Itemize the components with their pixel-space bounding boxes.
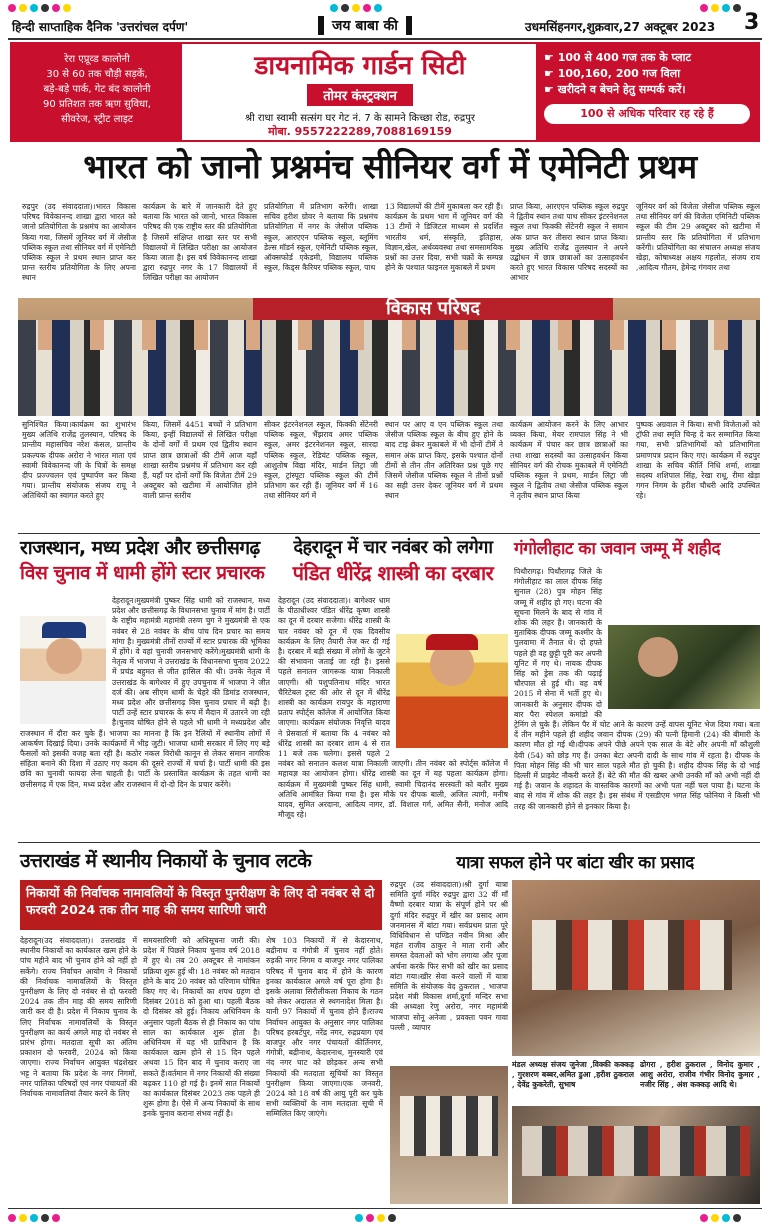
group-photo <box>18 298 760 416</box>
issue-date: उधमसिंहनगर,शुक्रवार,27 अक्टूबर 2023 <box>525 20 716 34</box>
ad-address: श्री राधा स्वामी सत्संग घर गेट नं. 7 के सामने किच्छा रोड, रुद्रपुर <box>245 113 475 124</box>
top-story-col: 13 विद्यालयों की टीमें मुकाबला कर रही हैं। कार्यक्रम के प्रथम भाग में जूनियर वर्ग की 13 टीमों ने डिजिटल माध्यम से प्रदर्शित भारतीय धर्म, संस्कृति, इतिहास, विज्ञान,खेल, अर्थव्यवस्था तथा समसामयिक प्रश्नों का उत्तर दिया, सभी चक्रों के सम्पन्न होने के पश्चात फाइनल मुकाबले में प्रथम <box>385 202 503 273</box>
dhami-text: देहरादून।मुख्यमंत्री पुष्कर सिंह धामी को राजस्थान, मध्य प्रदेश और छत्तीसगढ़ के विधानसभा चुनाव में मांग है। पार्टी के राष्ट्रीय महामंत्री महामंत्री तरुण चुग ने मुख्यमंत्री से एक नवंबर से 28 नवंबर के बीच पांच दिन प्रचार का समय मांगा है। मुख्यमंत्री तीनों राज्यों में स्टार प्रचारक की भूमिका में होंगे। वे वहां चुनावी जनसभाएं करेंगे।मुख्यमंत्री धामी के नेतृत्व में भाजपा ने उत्तराखंड के विधानसभा चुनाव 2022 में प्रचंड बहुमत से जीत हासिल की थी। उनके नेतृत्व में उत्तराखंड के बागेश्वर में हुए उपचुनाव में भाजपा ने जीत दर्ज की। अब सीएम धामी के चेहरे की डिमांड राजस्थान, मध्य प्रदेश और छत्तीसगढ़ विस चुनाव प्रचार में बढ़ी है। पार्टी उन्हें स्टार प्रचारक के रूप में मैदान में उतारने जा रही है।चुनाव घोषित होने से पहले भी धामी ने मध्यप्रदेश और राजस्थान में दौरा कर चुके हैं। भाजपा का मानना है कि इन रैलियों में स्थानीय लोगों में आकर्षण दिखाई दिया। उनके कार्यक्रमों में भीड़ जुटी। भाजपा धामी सरकार में लिए गए बड़े फैसलों को इसकी वजह बता रही है। कठोर नकल विरोधी कानून से लेकर समान नागरिक संहिता बनाने की दिशा में उठाए गए कदम की दूसरे राज्यों में चर्चा है। पार्टी धामी की इस छवि का चुनावी फायदा लेना चाहती है। पार्टी के प्रस्तावित कार्यक्रम के तहत धामी का छत्तीसगढ़ में एक दिन, मध्य प्रदेश और राजस्थान में दो-दो दिन के प्रचार करेंगे। <box>20 596 270 789</box>
dhirendra-body <box>278 596 508 840</box>
nikay-col: शेष 103 निकायों में से केदारनाथ, बद्रीनाथ व गंगोत्री में चुनाव नहीं होते। रुड़की नगर निगम व बाजपुर नगर पालिका परिषद में चुनाव बाद में होने के कारण इनका कार्यकाल अगले वर्ष पूरा होगा है। इसके अलावा सिरौलीकला निकाय के गठन को लेकर अदालत से स्थगनादेश मिला है। यानी 97 निकायों में चुनाव होने हैं।राज्य निर्वाचन आयुक्त के अनुसार नगर पालिका परिषद हरबर्टपुर, नरेंद्र नगर, रुद्रप्रयाग एवं बाजपुर और नगर पंचायतों कीर्तिनगर, गंगोत्री, बद्रीनाथ, केदारनाथ, मुनस्यारी एवं नंद नगर घाट को छोड़कर अन्य सभी निकायों की मतदाता सूचियों का विस्तृत पुनरीक्षण किया जाएगा।एक जनवरी, 2024 को 18 वर्ष की आयु पूरी कर चुके सभी व्यक्तियों के नाम मतदाता सूची में सम्मिलित किए जाएंगे। <box>266 936 383 1119</box>
top-story-headline: भारत को जानो प्रश्नमंच सीनियर वर्ग में एमेनिटी प्रथम <box>83 147 697 186</box>
ad-bullet: 100,160, 200 गज विला <box>557 67 681 80</box>
ad-line: बड़े-बड़े पार्क, गेट बंद कालोनी <box>43 84 151 95</box>
ad-subtitle: तोमर कंस्ट्रक्शन <box>307 84 413 106</box>
top-story-col: प्रतियोगिता में प्रतिभाग करेंगी। शाखा सचिव हरीश ग्रोवर ने बताया कि प्रश्नमंच प्रतियोगिता में नगर के जेसीज पब्लिक स्कूल, आरएएन पब्लिक स्कूल, ब्लूमिंग डेल्स मॉडर्न स्कूल, एमेनिटी पब्लिक स्कूल, ऑक्सफोर्ड एकेडमी, विद्यालय पब्लिक स्कूल, किड्स कैरियर पब्लिक स्कूल, पाथ <box>264 202 378 273</box>
color-dots-top-right <box>700 4 741 12</box>
dhirendra-text: देहरादून (उद संवाददाता)। बागेश्वर धाम के पीठाधीश्वर पंडित धीरेंद्र कृष्ण शास्त्री का दून में दरबार सजेगा। धीरेंद्र शास्त्री के चार नवंबर को दून में एक दिवसीय कार्यक्रम के लिए तैयारी तेज कर दी गई है। दरबार में बड़ी संख्या में लोगों के जुटने की संभावना जताई जा रही है। इससे पहले सनातन जागरूक यात्रा निकाली जाएगी। श्री पशुपतिनाथ मंदिर भारत चैरिटेबल ट्रस्ट की ओर से दून में धीरेंद्र शास्त्री का कार्यक्रम रायपुर के महाराणा प्रताप स्पोर्ट्स कॉलेज में आयोजित किया जाएगा। कार्यक्रम संयोजक निवृत्ति यादव ने प्रेसवार्ता में बताया कि 4 नवंबर को धीरेंद्र शास्त्री का दरबार शाम 4 से रात 11 बजे तक चलेगा। इससे पहले 2 नवंबर को सनातन कलश यात्रा निकाली जाएगी। तीन नवंबर को स्पोर्ट्स कॉलेज में महायज्ञ का आयोजन होगा। धीरेंद्र शास्त्री का दून में यह पहला कार्यक्रम होगा। कार्यक्रम में मुख्यमंत्री पुष्कर सिंह धामी, स्वामी चिदानंद सरस्वती को बतौर मुख्य अतिथि आमंत्रित किया गया है। इस मौके पर दीपक बाली, अजित त्यागी, मनीष यादव, सुमित अरदाना, आदित्य नागर, डॉ. विशाल गर्ग, अमित सैनी, मनोज आदि मौजूद रहे। <box>278 596 508 820</box>
dhami-headline-1: राजस्थान, मध्य प्रदेश और छत्तीसगढ़ <box>20 537 260 559</box>
kheer-photo-3 <box>512 1106 760 1204</box>
soldier-body <box>514 567 760 840</box>
banner-text: विकास परिषद <box>253 298 613 320</box>
ad-line: 30 से 60 तक चौड़ी सड़कें, <box>46 69 148 80</box>
dhami-headline-2: विस चुनाव में धामी होंगे स्टार प्रचारक <box>20 562 265 584</box>
ad-left-panel <box>12 44 182 140</box>
soldier-photo <box>608 625 760 709</box>
soldier-headline: गंगोलीहाट का जवान जम्मू में शहीद <box>514 539 720 559</box>
paper-name: हिन्दी साप्ताहिक दैनिक 'उत्तरांचल दर्पण' <box>12 20 189 34</box>
top-story-col2: पुष्पक अग्रवाल ने किया। सभी विजेताओं को ट्रॉफी तथा स्मृति चिन्ह दे कर सम्मानित किया गया, सभी प्रतिभागियों को प्रतिभागिता प्रमाणपत्र प्रदान किए गए। कार्यक्रम में रुद्रपुर शाखा के सचिव कीर्ति निधि शर्मा, शाखा सदस्य शशिपाल सिंह, रेखा राधू, रीमा खेड़ा गगन निगम के हरीश चौधरी आदि उपस्थित रहे। <box>636 420 760 501</box>
hand-icon: ☛ <box>544 67 558 80</box>
header-center: जय बाबा की <box>318 16 412 35</box>
color-dots-top-left <box>8 4 71 12</box>
color-dots-top-center <box>330 4 382 12</box>
color-dots-bottom-left <box>8 1214 60 1222</box>
kheer-photo-1 <box>512 880 760 1056</box>
ad-right-panel <box>536 44 758 140</box>
kheer-photo-2 <box>390 1066 508 1204</box>
kheer-caption-1: मंडल अध्यक्ष संजय जुनेजा ,विक्की कक्कड़ , गुरशरण बब्बर,अमित डुआ ,हरीश ठुकराल , देवेंद्र कुकरेती, सुभाष <box>512 1060 634 1090</box>
top-story-col: कार्यक्रम के बारे में जानकारी देते हुए बताया कि भारत को जानो, भारत विकास परिषद की एक राष्ट्रीय स्तर की प्रतियोगिता है जिसमें संक्षिप्त शाखा स्तर पर सभी विद्यालयों में लिखित परीक्षा का आयोजन किया जाता है। इस वर्ष विवेकानन्द शाखा द्वारा रुद्रपुर नगर के 17 विद्यालयों में लिखित परीक्षा का आयोजन <box>143 202 257 283</box>
top-story-col: प्राप्त किया, आरएएन पब्लिक स्कूल रुद्रपुर ने द्वितीय स्थान तथा पाथ सीकर इंटरनेशनल स्कूल तथा फिक्की सेंटेनरी स्कूल ने समान अंक प्राप्त कर तीसरा स्थान प्राप्त किया। मुख्य अतिथि राजेंद्र तुलस्यान ने अपने उद्बोधन में छात्र छात्राओं का उत्साहवर्धन करते हुए भारत विकास परिषद सदस्यों का आभार <box>510 202 628 283</box>
hand-icon: ☛ <box>544 51 558 64</box>
top-story-col2: कार्यक्रम आयोजन करने के लिए आभार व्यक्त किया, मेयर रामपाल सिंह ने भी कार्यक्रम में पंचार कर छात्र छात्राओं का तथा शाखा सदस्यों का उत्साहवर्धन किया सीनियर वर्ग की रोचक मुकाबले में एमेनिटी पब्लिक स्कूल ने प्रथम, मार्डन लिट्रा जी स्कूल ने द्वितीय तथा जेसीज पब्लिक स्कूल ने तृतीय स्थान प्राप्त किया <box>510 420 628 501</box>
ad-badge: 100 से अधिक परिवार रह रहे हैं <box>544 104 750 124</box>
kheer-caption-2: ढोगरा , हरीश ठुकराल , विनोद कुमार , आशु अरोरा, राजीव गंभीर विनोद कुमार , नजीर सिंह , अंश कक्कड़ आदि थे। <box>640 1060 760 1090</box>
ad-line: सीवरेज, स्ट्रीट लाइट <box>61 114 133 125</box>
hand-icon: ☛ <box>544 83 558 96</box>
dhami-body <box>20 596 270 840</box>
ad-line: रेरा एप्रूव्ड कालोनी <box>64 54 130 65</box>
top-story-col2: सीकर इंटरनेशनल स्कूल, फिक्की सेंटेनरी पब्लिक स्कूल, भैंझराव अमर पब्लिक स्कूल, अमर इंटरनेशनल स्कूल, सारदा पब्लिक स्कूल, रेडियंट पब्लिक स्कूल, आशुतोष विद्या मंदिर, मार्डन लिट्रा जी स्कूल, ट्रांस्पूटा पब्लिक स्कूल की टीमें प्रतिभाग कर रही हैं। जूनियर वर्ग में 16 तथा सीनियर वर्ग में <box>264 420 378 501</box>
dhirendra-photo <box>396 634 508 748</box>
top-story-col2: सुनिश्चित किया।कार्यक्रम का शुभारंभ मुख्य अतिथि राजेंद्र तुलस्यान, परिषद के प्रान्तीय महासचिव नरेश कंसल, प्रान्तीय प्रकल्पक दीपक अरोरा ने भारत माता एवं स्वामी विवेकानन्द जी के चित्रों के समक्ष दीप प्रज्ज्वलन एवं पुष्पार्पण कर किया गया। प्रान्तीय संयोजक संजय राघू ने अतिथियों का स्वागत करते हुए <box>22 420 136 501</box>
nikay-col: समयसारिणी को अधिसूचना जारी की। प्रदेश में पिछले निकाय चुनाव वर्ष 2018 में हुए थे। तब 20 अक्टूबर से नामांकन प्रक्रिया शुरू हुई थी। 18 नवंबर को मतदान होने के बाद 20 नवंबर को परिणाम घोषित किए गए थे। निकायों का शपथ ग्रहण दो दिसंबर 2018 को हुआ था। पहली बैठक दो दिसंबर को हुई। निकाय अधिनियम के अनुसार पहली बैठक से ही निकाय का पांच साल का कार्यकाल शुरू होता है। अधिनियम में यह भी प्राविधान है कि कार्यकाल खत्म होने से 15 दिन पहले अथवा 15 दिन बाद में चुनाव कराए जा सकते हैं।वर्तमान में नगर निकायों की संख्या बढ़कर 110 हो गई है। इनमें सात निकायों का कार्यकाल दिसंबर 2023 तक पहले ही शुरू होगा है। ऐसे में अन्य निकायों के साथ इनके चुनाव कराना संभव नहीं है। <box>143 936 260 1119</box>
dhirendra-headline-1: देहरादून में चार नवंबर को लगेगा <box>293 537 493 558</box>
ad-bullet: खरीदने व बेचने हेतु सम्पर्क करें। <box>557 83 686 96</box>
ad-phone: मोबा. 9557222289,7088169159 <box>268 125 452 138</box>
color-dots-bottom-center <box>355 1214 396 1222</box>
kheer-text: रुद्रपुर (उद संवाददाता)।श्री दुर्गा यात्रा समिति दुर्गा मंदिर रुद्रपुर द्वारा 32 वीं माँ वैष्णो दरबार यात्रा के संपूर्ण होने पर श्री दुर्गा मंदिर रुद्रपुर में खीर का प्रसाद आम जनमानस में बांटा गया। सर्वप्रथम प्रातः पूरे विधिविधान से पण्डित नवीन मिश्रा और महंत राजीव ठाकुर ने माता रानी और समस्त देवताओं को भोग लगाया और पूजा अर्चना करके फिर सभी को खीर का प्रसाद बांटा गया।खीर सेवा करने वालों में यात्रा समिति के संयोजक वेद ठुकराल , भाजपा प्रदेश मंत्री विकास शर्मा,दुर्गा मन्दिर सभा की अध्यक्षा रेणु अरोरा, नगर महामंत्री भाजपा सोनू अनेजा , प्रवक्ता पवन गावा पल्ली , व्यापार <box>390 880 508 1032</box>
top-story-col: रुद्रपुर (उद संवाददाता)।भारत विकास परिषद विवेकानन्द शाखा द्वारा भारत को जानो प्रतियोगिता के प्रश्नमंच का आयोजन किया गया, जिसमें जूनियर वर्ग में जेसीज पब्लिक स्कूल तथा सीनियर वर्ग में एमेनिटी पब्लिक स्कूल ने प्रथम स्थान प्राप्त कर प्रान्त स्तरीय प्रतियोगिता के लिए अपना स्थान <box>22 202 136 283</box>
top-story-col2: किया, जिसमें 4451 बच्चों ने प्रतिभाग किया, इन्हीं विद्यालयों से लिखित परीक्षा के दोनों वर्गों में प्रथम एवं द्वितीय स्थान प्राप्त छात्र छात्राओं की टीमें आज यहाँ शाखा स्तरीय प्रश्नमंच में प्रतिभाग कर रही हैं, यहाँ पर दोनों वर्गों कि विजेता टीमें 29 अक्टूबर को खटीमा में आयोजित होने वाली प्रान्त स्तरीय <box>143 420 257 501</box>
dhirendra-headline-2: पंडित धीरेंद्र शास्त्री का दरबार <box>292 561 494 585</box>
nikay-headline: उत्तराखंड में स्थानीय निकायों के चुनाव लटके <box>20 850 312 872</box>
top-story-col: जूनियर वर्ग को विजेता जेसीज पब्लिक स्कूल तथा सीनियर वर्ग की विजेता एमिनिटी पब्लिक स्कूल की टीम 29 अक्टूबर को खटीमा में प्रान्तीय स्तर कि प्रतियोगिता में प्रतिभाग करेंगी। प्रतियोगिता का संचालन अध्यक्ष संजय खेड़ा, कोषाध्यक्ष अक्षय गहलोत, संजय राय ,आदित्य गौतम, हेमेन्द्र गंगवार तथा <box>636 202 760 273</box>
ad-line: 90 प्रतिशत तक ऋण सुविधा, <box>43 99 151 110</box>
soldier-text: पिथौरागढ़। पिथौरागढ़ जिले के गंगोलीहाट का लाल दीपक सिंह सुनाल (28) पुत्र मोहन सिंह जम्मू में शहीद हो गए। घटना की सूचना मिलने के बाद से गांव में शोक की लहर है। जानकारी के मुताबिक दीपक जम्मू कश्मीर के पुलवामा में तैनात थे। दो हफ्ते पहले ही वह छुट्टी पूरी कर अपनी यूनिट में गए थे। नायक दीपक सिंह को ड्रेस तक की पढ़ाई चौरपाल से हुई थी। वह वर्ष 2015 में सेना में भर्ती हुए थे। जानकारी के अनुसार दीपक दो बार पैरा स्पेशल कमांडो की ट्रेनिंग ले चुके हैं। लेकिन पैर में चोट आने के कारण उन्हें वापस यूनिट भेज दिया गया। बता दें तीन महीने पहले ही शहीद जवान दीपक (29) की पत्नी हिमानी (24) की बीमारी के कारण मौत हो गई थी।दीपक अपने पीछे अपने एक साल के बेटे और अपनी माँ कौशुली देवी (54) को छोड़ गए हैं। उनका बेटा अपनी दादी के साथ गांव में रहता है। दीपक के पिता मोहन सिंह की भी चार साल पहले मौत हो चुकी है। शहीद दीपक सिंह के दो भाई दिल्ली में प्राइवेट नौकरी करते हैं। बेटे की मौत की खबर अभी उनकी माँ को अभी नहीं दी गई है। जवान के शहादत के वास्तविक कारणों का अभी पता नहीं चल पाया है। घटना के बाद से गांव में शोक की लहर है। इस संबंध में एसडीएम भगत सिंह फोनिया ने किसी भी तरह की जानकारी होने से इनकार किया है। <box>514 567 760 811</box>
top-story-col2: स्थान पर आए व एन पब्लिक स्कूल तथा जेसीज पब्लिक स्कूल के बीच हुए होने के बाद टाइ ब्रेकर मुकाबले में भी दोनों टीमें ने समान अंक प्राप्त किए, इसके पश्चात दोनों टीमों से तीन तीन अतिरिक्त प्रश्न पूछे गए जिसमें जेसीज पब्लिक स्कूल ने तीनों प्रश्नों का सही उत्तर देकर जूनियर वर्ग में प्रथम स्थान <box>385 420 503 501</box>
ad-center <box>190 46 530 139</box>
nikay-deck: निकायों की निर्वाचक नामावलियों के विस्तृत पुनरीक्षण के लिए दो नवंबर से दो फरवरी 2024 तक तीन माह की समय सारिणी जारी <box>20 880 382 930</box>
ad-title: डायनामिक गार्डन सिटी <box>254 51 466 81</box>
color-dots-bottom-right <box>700 1214 741 1222</box>
page-number: 3 <box>744 10 760 35</box>
ad-banner <box>10 42 760 142</box>
kheer-headline: यात्रा सफल होने पर बांटा खीर का प्रसाद <box>456 853 694 873</box>
dhami-photo <box>20 616 106 724</box>
nikay-col: देहरादून(उद संवाददाता)। उत्तराखंड में स्थानीय निकायों का कार्यकाल खत्म होने के पांच महीने बाद भी चुनाव होने को नहीं हो सकेंगे। राज्य निर्वाचन आयोग ने निकायों की निर्वाचक नामावलियों के विस्तृत पुनरीक्षण के लिए दो नवंबर से दो फरवरी 2024 तक तीन माह की समय सारिणी जारी कर दी है। प्रदेश में निकाय चुनाव के लिए निर्वाचक नामावलियों के विस्तृत पुनरीक्षण का कार्य अगले माह दो नवंबर से प्रारंभ होगा। मतदाता सूची का अंतिम प्रकाशन दो फरवरी, 2024 को किया जाएगा। राज्य निर्वाचन आयुक्त चंद्रशेखर भट्ट ने बताया कि प्रदेश के नगर निगमों, नगर पालिका परिषदों एवं नगर पंचायतों की निर्वाचक नामावलियां तैयार करने के लिए <box>20 936 137 1099</box>
ad-bullet: 100 से 400 गज तक के प्लाट <box>557 51 691 64</box>
